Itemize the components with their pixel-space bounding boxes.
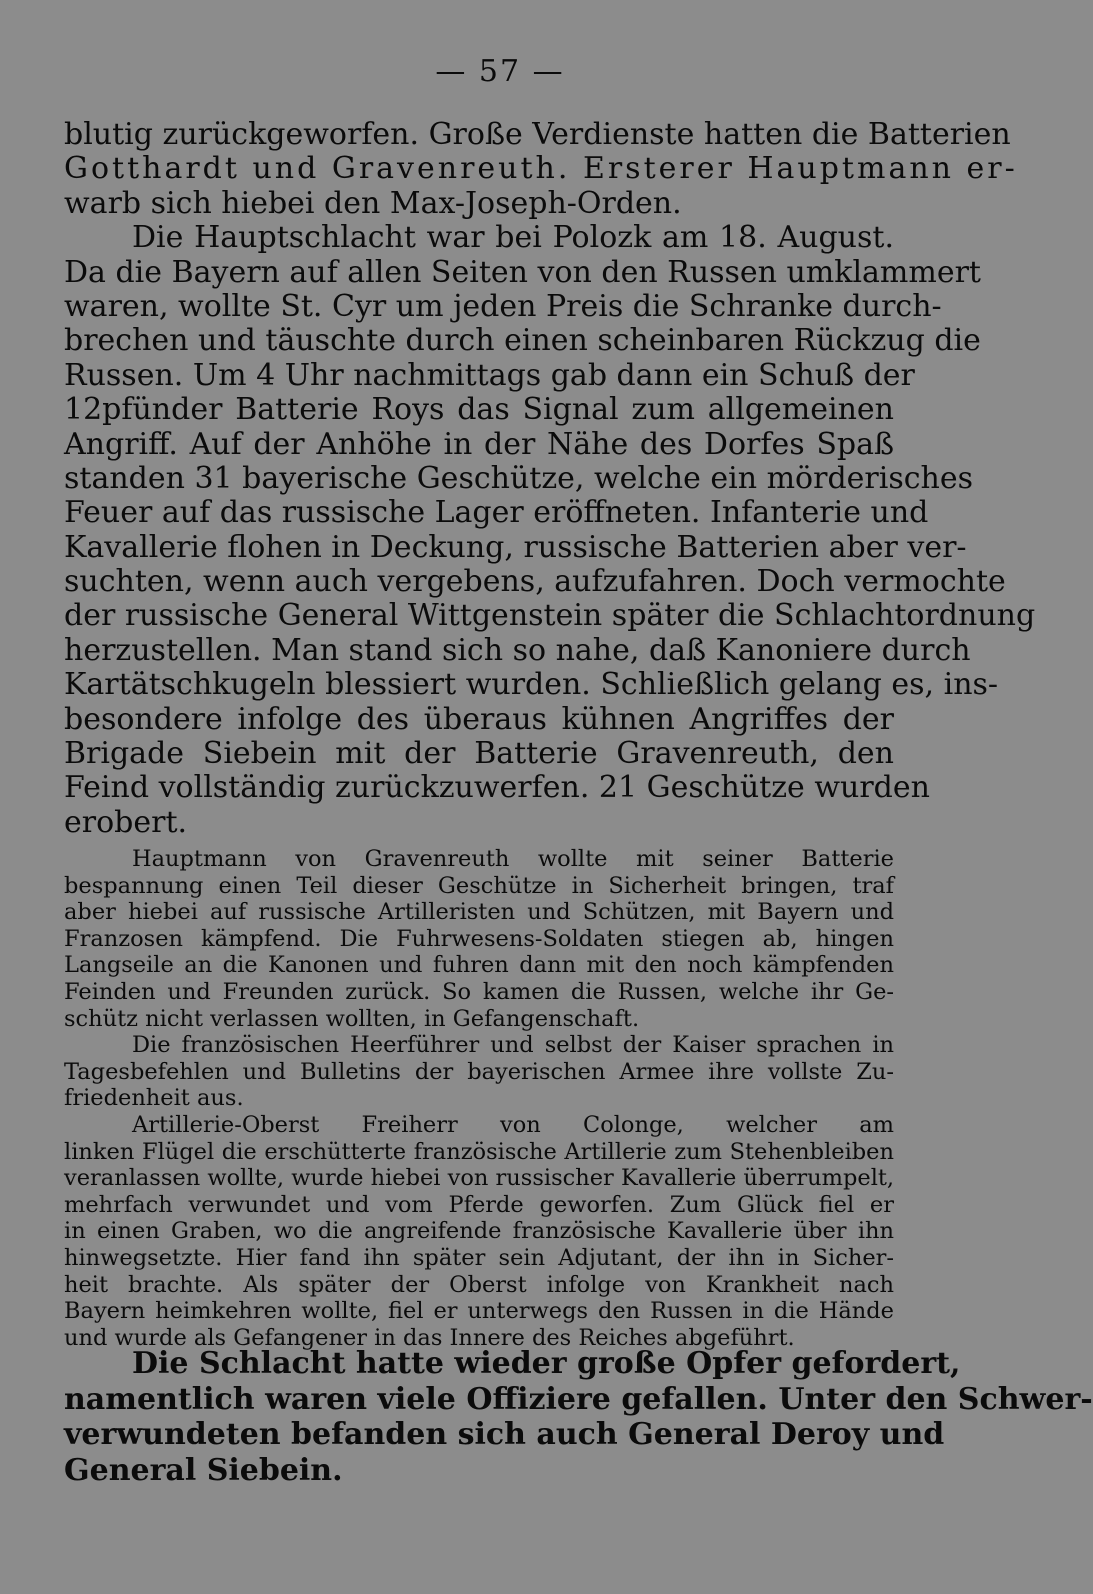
text-line: der russische General Wittgenstein später die Schlachtordnung [64,598,1036,634]
text-line: mehrfach verwundet und vom Pferde geworfen. Zum Glück fiel er [64,1191,894,1218]
text-line: Bayern heimkehren wollte, fiel er unterwegs den Russen in die Hände [64,1298,894,1325]
text-line: schütz nicht verlassen wollten, in Gefangenschaft. [64,1005,640,1032]
text-line: Feind vollständig zurückzuwerfen. 21 Geschütze wurden [64,770,930,806]
text-line: erobert. [64,804,188,840]
text-line: brechen und täuschte durch einen scheinbaren Rückzug die [64,323,981,359]
text-line: Angriff. Auf der Anhöhe in der Nähe des Dorfes Spaß [64,426,894,462]
text-line: verwundeten befanden sich auch General Deroy und [64,1417,945,1452]
text-line: Artillerie-Oberst Freiherr von Colonge, welcher am [132,1111,894,1138]
text-line: namentlich waren viele Offiziere gefallen. Unter den Schwer- [64,1381,1093,1417]
text-line: Langseile an die Kanonen und fuhren dann mit den noch kämpfenden [64,952,894,979]
text-line: in einen Graben, wo die angreifende französische Kavallerie über ihn [64,1218,894,1245]
text-line: Franzosen kämpfend. Die Fuhrwesens-Soldaten stiegen ab, hingen [64,925,894,952]
page-number: — 57 — [435,54,565,89]
main-paragraphs [64,117,1036,840]
text-line: friedenheit aus. [64,1085,244,1112]
text-line: Russen. Um 4 Uhr nachmittags gab dann ein Schuß der [64,357,915,393]
text-line: Gotthardt und Gravenreuth. Ersterer Hauptmann er- [64,151,1018,187]
closing-paragraph [64,1346,1093,1488]
text-line: Feuer auf das russische Lager eröffneten. Infanterie und [64,495,929,531]
text-line: und wurde als Gefangener in das Innere des Reiches abgeführt. [64,1324,795,1351]
text-line: hinwegsetzte. Hier fand ihn später sein Adjutant, der ihn in Sicher- [64,1244,894,1271]
text-line: suchten, wenn auch vergebens, aufzufahren. Doch vermochte [64,564,1006,600]
text-line: linken Flügel die erschütterte französische Artillerie zum Stehenbleiben [64,1138,894,1165]
text-line: aber hiebei auf russische Artilleristen und Schützen, mit Bayern und [64,899,894,926]
text-line: Da die Bayern auf allen Seiten von den Russen umklammert [64,254,981,290]
text-line: Kartätschkugeln blessiert wurden. Schließlich gelang es, ins- [64,667,999,703]
text-line: waren, wollte St. Cyr um jeden Preis die Schranke durch- [64,288,942,324]
text-line: Die Schlacht hatte wieder große Opfer gefordert, [132,1346,961,1381]
text-line: heit brachte. Als später der Oberst infolge von Krankheit nach [64,1271,894,1298]
text-line: Kavallerie flohen in Deckung, russische Batterien aber ver- [64,529,967,565]
text-line: Tagesbefehlen und Bulletins der bayerischen Armee ihre vollste Zu- [64,1058,894,1085]
text-line: General Siebein. [64,1452,343,1488]
text-line: blutig zurückgeworfen. Große Verdienste hatten die Batterien [64,117,1011,152]
footnote-paragraphs [64,846,894,1351]
text-line: besondere infolge des überaus kühnen Angriffes der [64,701,894,737]
text-line: Hauptmann von Gravenreuth wollte mit seiner Batterie [132,846,894,872]
text-line: Die französischen Heerführer und selbst der Kaiser sprachen in [132,1032,894,1059]
text-line: Brigade Siebein mit der Batterie Gravenreuth, den [64,736,894,772]
text-line: warb sich hiebei den Max-Joseph-Orden. [64,185,682,221]
text-line: Die Hauptschlacht war bei Polozk am 18. August. [132,220,894,256]
text-line: veranlassen wollte, wurde hiebei von russischer Kavallerie überrumpelt, [64,1165,895,1192]
text-line: herzustellen. Man stand sich so nahe, daß Kanoniere durch [64,632,971,668]
text-line: Feinden und Freunden zurück. So kamen die Russen, welche ihr Ge- [64,978,894,1005]
text-line: standen 31 bayerische Geschütze, welche ein mörderisches [64,460,974,496]
text-line: bespannung einen Teil dieser Geschütze in Sicherheit bringen, traf [64,872,894,899]
text-line: 12pfünder Batterie Roys das Signal zum allgemeinen [64,392,894,428]
